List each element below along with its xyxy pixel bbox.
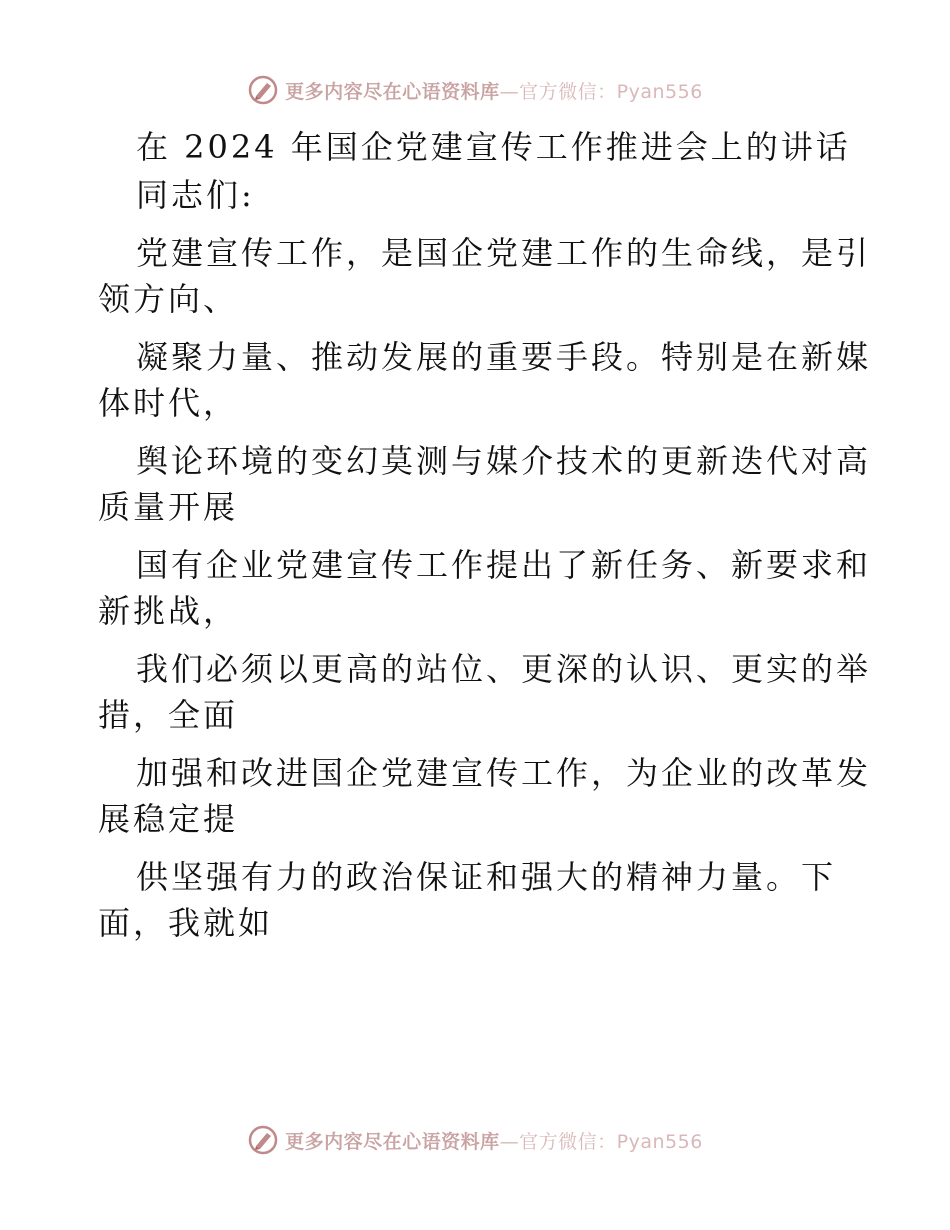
paragraph-line: 凝聚力量、推动发展的重要手段。特别是在新媒 xyxy=(136,338,872,376)
footer-watermark xyxy=(0,1120,950,1160)
document-body xyxy=(98,124,872,946)
document-title: 在 2024 年国企党建宣传工作推进会上的讲话 xyxy=(136,128,851,166)
header-watermark xyxy=(0,70,950,110)
watermark-text: 更多内容尽在心语资料库—官方微信：Pyan556 xyxy=(285,1130,703,1153)
paragraph-line: 国有企业党建宣传工作提出了新任务、新要求和 xyxy=(136,546,872,584)
paragraph-line: 党建宣传工作，是国企党建工作的生命线，是引 xyxy=(136,234,872,272)
paragraph-line: 面，我就如 xyxy=(98,904,274,942)
paragraph-line: 舆论环境的变幻莫测与媒介技术的更新迭代对高 xyxy=(136,442,872,480)
paragraph-line: 我们必须以更高的站位、更深的认识、更实的举 xyxy=(136,650,872,688)
paragraph-line: 体时代， xyxy=(98,384,239,422)
pen-logo-icon xyxy=(247,1124,279,1156)
paragraph-line: 领方向、 xyxy=(98,280,239,318)
watermark-text: 更多内容尽在心语资料库—官方微信：Pyan556 xyxy=(285,80,703,103)
paragraph-line: 加强和改进国企党建宣传工作，为企业的改革发 xyxy=(136,754,872,792)
paragraph-line: 质量开展 xyxy=(98,488,239,526)
paragraph-line: 新挑战， xyxy=(98,592,239,630)
salutation: 同志们: xyxy=(136,176,255,214)
paragraph-line: 措，全面 xyxy=(98,696,239,734)
paragraph-line: 供坚强有力的政治保证和强大的精神力量。下 xyxy=(136,858,837,896)
paragraph-line: 展稳定提 xyxy=(98,800,239,838)
pen-logo-icon xyxy=(247,74,279,106)
